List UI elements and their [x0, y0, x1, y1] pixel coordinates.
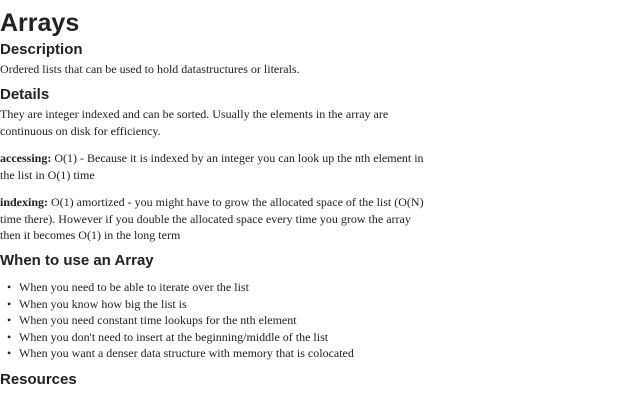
accessing-label: accessing: — [0, 151, 52, 165]
bullet-icon: • — [7, 329, 12, 344]
list-item — [0, 345, 354, 362]
list-item-text: When you want a denser data structure with memory that is colocated — [19, 346, 354, 361]
details-text: They are integer indexed and can be sorted. Usually the elements in the array are continuous on disk for efficiency. — [0, 107, 389, 138]
resources-heading: Resources — [0, 371, 77, 388]
accessing-text: O(1) - Because it is indexed by an integer you can look up the nth element in the list in O(1) time — [0, 151, 424, 182]
when-to-use-list — [0, 279, 354, 362]
list-item-text: When you need constant time lookups for the nth element — [19, 313, 297, 328]
indexing-paragraph — [0, 194, 425, 244]
list-item-text: When you need to be able to iterate over the list — [19, 280, 249, 294]
bullet-icon: • — [7, 296, 12, 311]
page-title: Arrays — [0, 9, 80, 37]
list-item-text: When you know how big the list is — [19, 296, 187, 311]
description-text: Ordered lists that can be used to hold datastructures or literals. — [0, 62, 300, 76]
bullet-icon: • — [7, 313, 12, 328]
bullet-icon: • — [7, 280, 12, 294]
bullet-icon: • — [7, 346, 12, 361]
list-item — [0, 329, 354, 346]
when-to-use-heading: When to use an Array — [0, 252, 154, 269]
list-item — [0, 296, 354, 313]
indexing-label: indexing: — [0, 195, 49, 209]
details-heading: Details — [0, 86, 50, 103]
description-heading: Description — [0, 41, 83, 58]
list-item — [0, 279, 354, 296]
list-item-text: When you don't need to insert at the beginning/middle of the list — [19, 329, 329, 344]
list-item — [0, 312, 354, 329]
indexing-text: O(1) amortized - you might have to grow the allocated space of the list (O(N) time there). However if you double the allocated space every time you grow the array then it becomes O(1) in the long term — [0, 195, 424, 243]
accessing-paragraph — [0, 150, 425, 183]
